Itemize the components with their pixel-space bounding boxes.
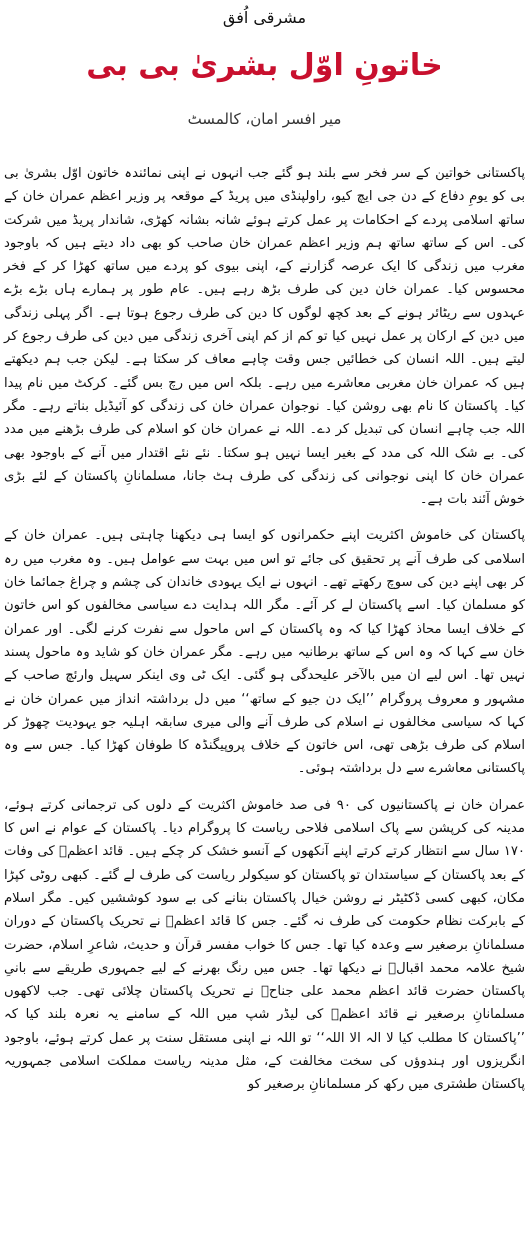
- article-byline: میر افسر امان، کالمسٹ: [187, 110, 342, 128]
- article-paragraph-2: پاکستان کی خاموش اکثریت اپنے حکمرانوں کو ایسا ہی دیکھنا چاہتی ہیں۔ عمران خان کے اسلامی کی طرف آنے پر تحقیق کی جائے تو اس میں بہت سے عوامل ہیں۔ وہ مغرب میں رہ کر بھی اپنے دین کی سوچ رکھتے تھے۔ انہوں نے ایک یہودی خاندان کی چشم و چراغ جمائما خان کو مسلمان کیا۔ اسے پاکستان لے کر آئے۔ مگر اللہ ہدایت دے سیاسی مخالفوں کو اس خاتون کے خلاف ایسا محاذ کھڑا کیا کہ وہ پاکستان کے اس ماحول سے نفرت کرنے لگی۔ اور عمران خان سے کہا کہ وہ اس کے ساتھ برطانیہ میں رہے۔ مگر عمران خان کو شاید وہ ماحول پسند نہیں تھا۔ اس لیے ان میں بالآخر علیحدگی ہو گئی۔ ایک ٹی وی اینکر سہیل وارئچ صاحب کے مشہور و معروف پروگرام ’’ایک دن جیو کے ساتھ‘‘ میں دل برداشتہ انداز میں عمران خان نے کہا کہ سیاسی مخالفوں نے اسلام کی طرف آنے والی میری سابقہ اہلیہ جو یہودیت چھوڑ کر اسلام کی طرف بڑھی تھی، اس خاتون کے خلاف پروپیگنڈہ کا طوفان کھڑا کیا۔ جس سے وہ پاکستانی معاشرے سے دل برداشتہ ہوئی۔: [4, 528, 525, 777]
- column-kicker: مشرقی اُفق: [222, 8, 307, 27]
- article-body: [4, 162, 525, 1097]
- article-paragraph-3: عمران خان نے پاکستانیوں کی ۹۰ فی صد خاموش اکثریت کے دلوں کی ترجمانی کرتے ہوئے، مدینہ کی کرپشن سے پاک اسلامی فلاحی ریاست کا پروگرام دیا۔ پاکستان کے عوام نے اس کا ۱۷۰ سال سے انتظار کرتے کرتے اپنے آنکھوں کے آنسو خشک کر چکے ہیں۔ قائد اعظمؒ کی وفات کے بعد پاکستان کے سیاستدان تو پاکستان کو سیکولر ریاست کی طرف لے گئے۔ کبھی روٹی کپڑا مکان، کبھی کسی ڈکٹیٹر نے روشن خیال پاکستان بنانے کی بے سود کوششیں کیں۔ مگر اسلام کے بابرکت نظام حکومت کی طرف نہ گئے۔ جس کا قائد اعظمؒ نے تحریک پاکستان کے دوران مسلمانانِ برصغیر سے وعدہ کیا تھا۔ جس کا خواب مفسر قرآن و حدیث، شاعرِ اسلام، حضرت شیخ علامہ محمد اقبالؒ نے دیکھا تھا۔ جس میں رنگ بھرنے کے لیے جمہوری طریقے سے بانیِ پاکستان حضرت قائد اعظم محمد علی جناحؒ نے تحریک پاکستان چلائی تھی۔ جب لاکھوں مسلمانانِ برصغیر نے قائد اعظمؒ کی لیڈر شپ میں اللہ کے سامنے یہ نعرہ بلند کیا کہ ’’پاکستان کا مطلب کیا لا الہ الا اللہ‘‘ تو اللہ نے اپنی مستقل سنت پر عمل کرتے ہوئے، باوجود انگریزوں اور ہندوؤں کی سخت مخالفت کے، مثل مدینہ ریاست مملکت اسلامی جمہوریہ پاکستان طشتری میں رکھ کر مسلمانانِ برصغیر کو: [4, 797, 525, 1093]
- article-title: خاتونِ اوّل بشریٰ بی بی: [86, 48, 443, 83]
- article-paragraph-1: پاکستانی خواتین کے سر فخر سے بلند ہو گئے جب انہوں نے اپنی نمائندہ خاتون اوّل بشریٰ بی بی کو یومِ دفاع کے دن جی ایچ کیو، راولپنڈی میں پریڈ کے موقعہ پر وزیر اعظم عمران خان کے ساتھ اسلامی پردے کے احکامات پر عمل کرتے ہوئے شانہ بشانہ کھڑی، شاندار پریڈ میں شرکت کی۔ اس کے ساتھ ساتھ ہم وزیر اعظم عمران خان صاحب کو بھی داد دیتے ہیں کہ باوجود مغرب میں زندگی کا ایک عرصہ گزارنے کے، اپنی بیوی کو پردے میں ساتھ کھڑا کر کے فخر محسوس کیا۔ عمران خان دین کی طرف بڑھ رہے ہیں۔ عام طور پر ہمارے ہاں بڑے بڑے عہدوں سے ریٹائر ہونے کے بعد کچھ لوگوں کا دین کی طرف رجوع ہوتا ہے۔ اگر پہلی زندگی میں دین کے ارکان پر عمل نہیں کیا تو کم از کم اپنی آخری زندگی میں دین کی طرف رجوع کر لیتے ہیں۔ اللہ انسان کی خطائیں جس وقت چاہے معاف کر سکتا ہے۔ لیکن جب ہم دیکھتے ہیں کہ عمران خان مغربی معاشرے میں رہے۔ بلکہ اس میں رچ بس گئے۔ کرکٹ میں نام پیدا کیا۔ پاکستان کا نام بھی روشن کیا۔ نوجوان عمران خان کی زندگی کو آئیڈیل بناتے رہے۔ مگر اللہ جب چاہے انسان کی تبدیل کر دے۔ اللہ نے عمران خان کو اسلام کی طرف بڑھنے میں مدد کی۔ بے شک اللہ کی مدد کے بغیر ایسا نہیں ہو سکتا۔ نئے نئے اقتدار میں آنے کے باوجود بھی عمران خان کا اپنی نوجوانی کی زندگی کی طرف ہٹ جانا، مسلمانانِ پاکستان کے لئے بڑی خوش آئند بات ہے۔: [4, 166, 525, 508]
